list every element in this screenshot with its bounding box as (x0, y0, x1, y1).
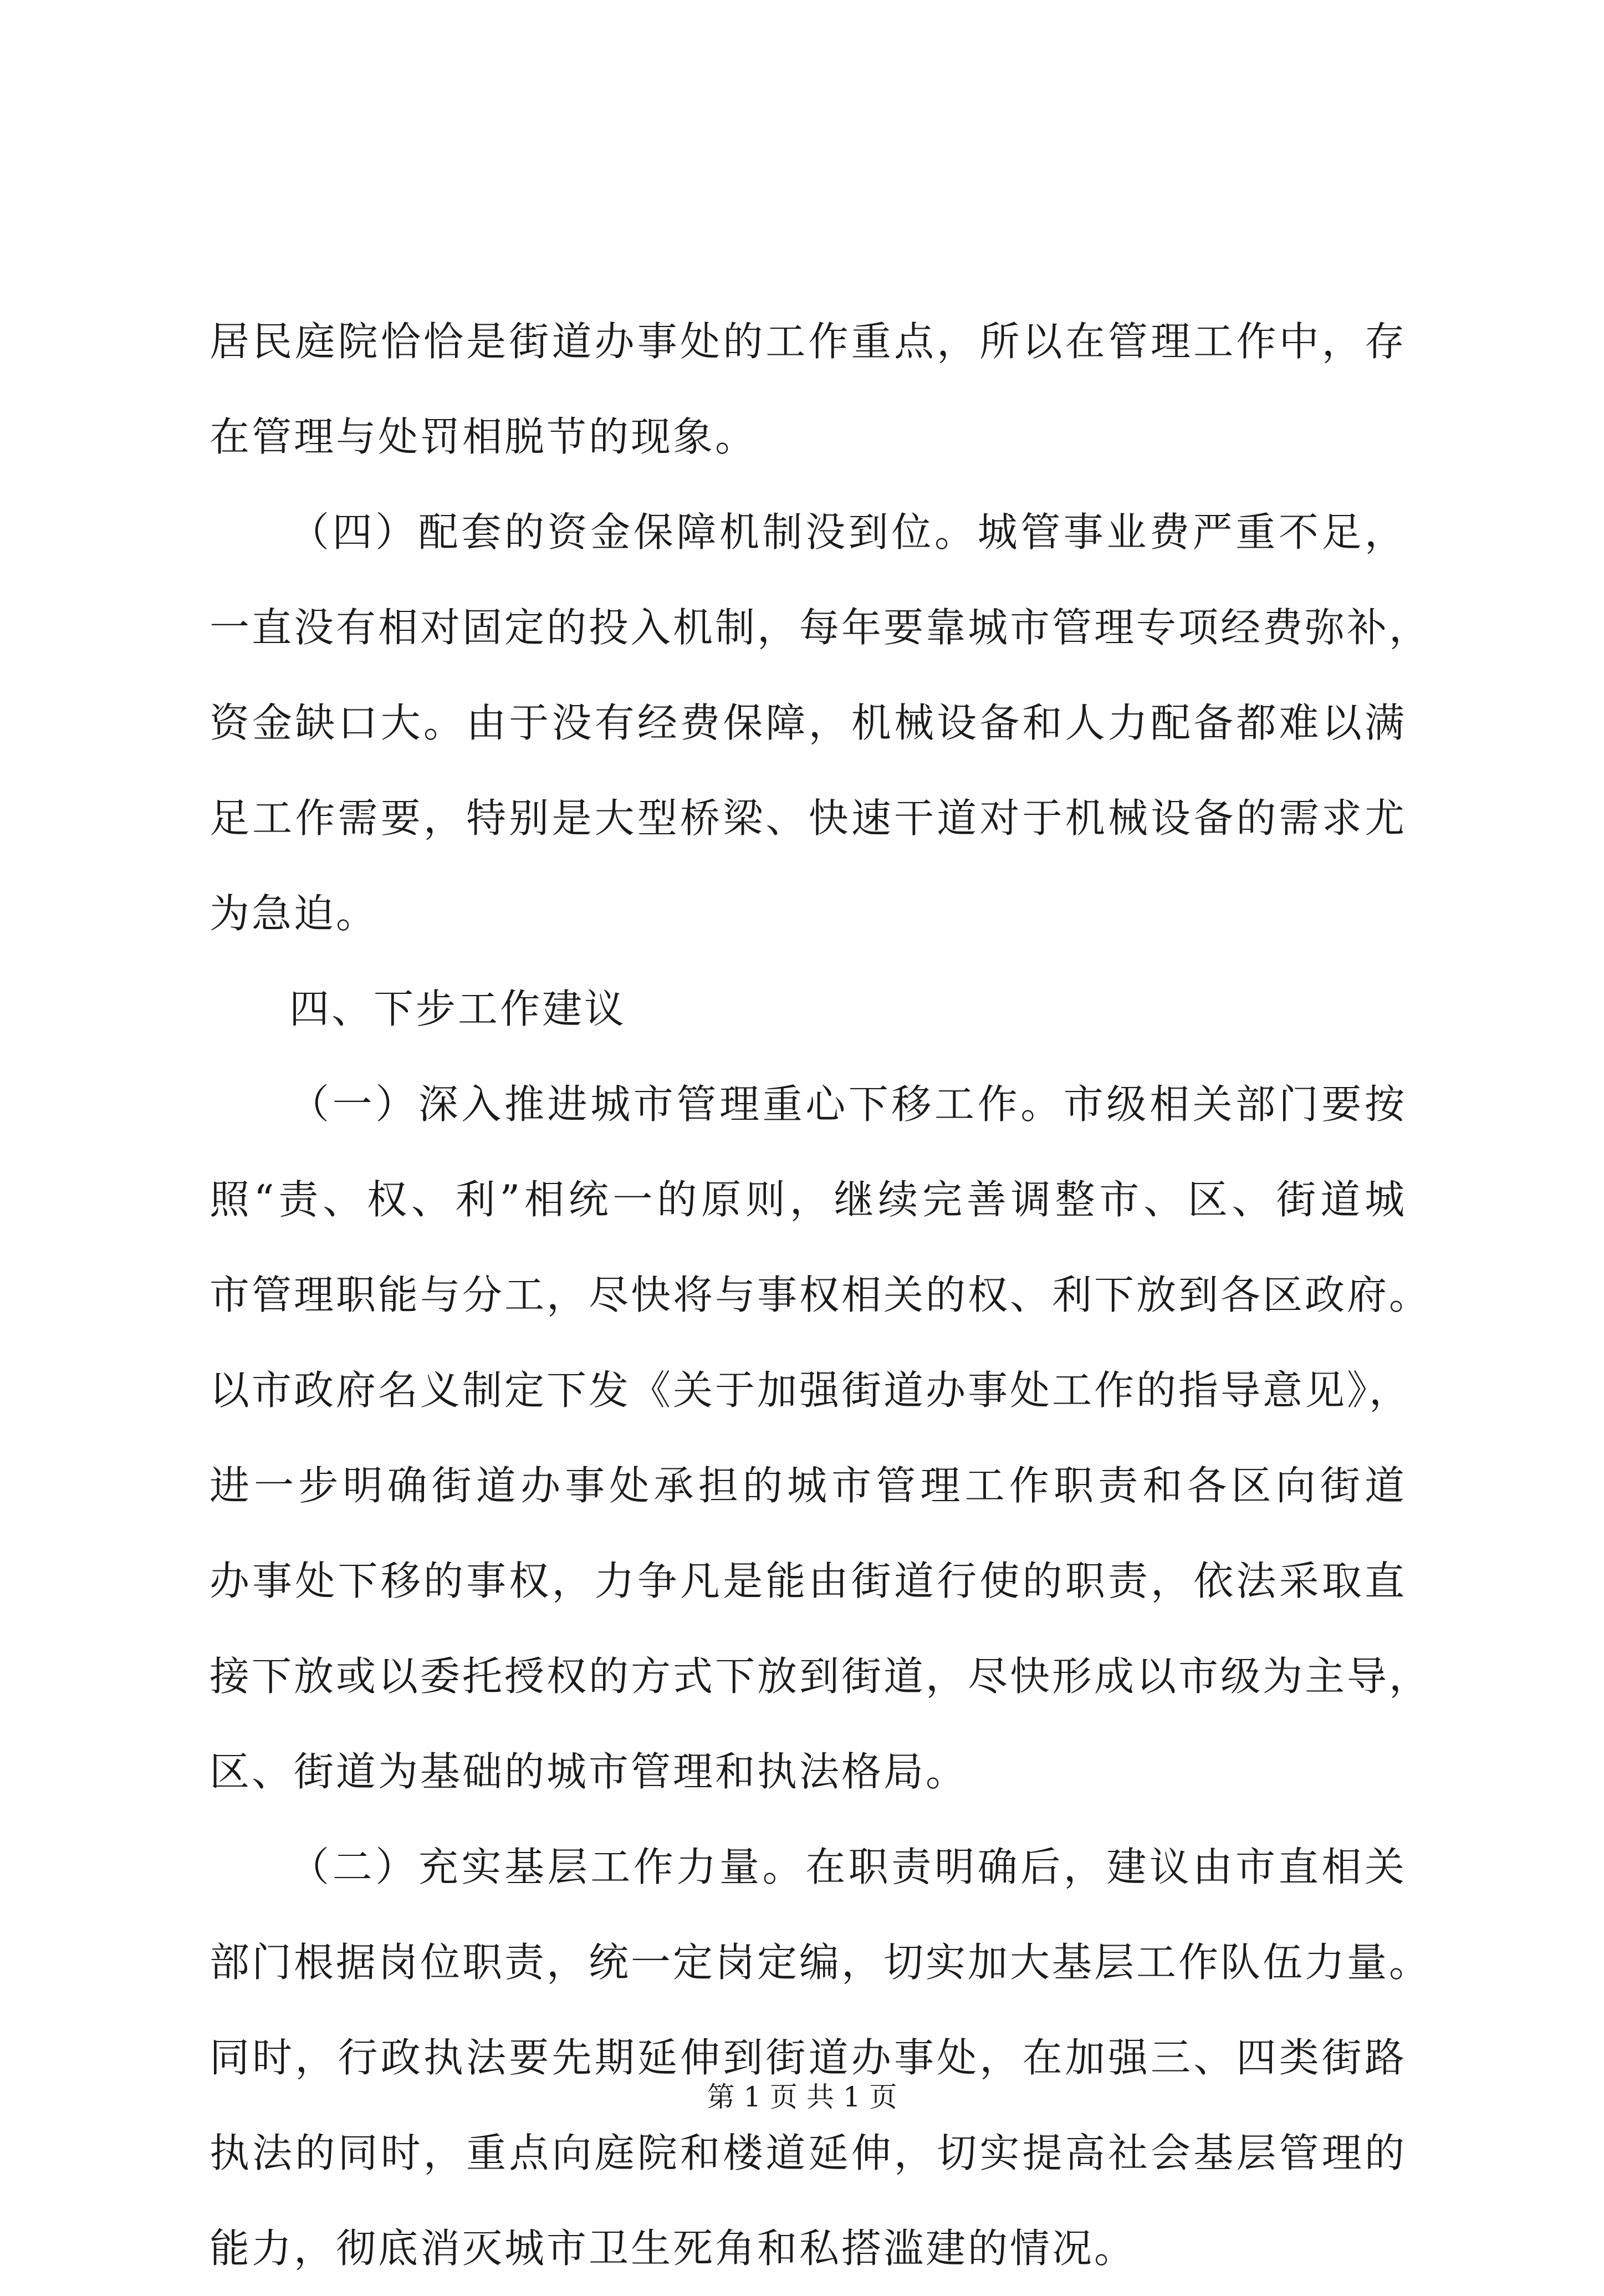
document-body (210, 294, 1432, 2296)
body-line: 以市政府名义制定下发《关于加强街道办事处工作的指导意见》， (210, 1367, 1412, 1414)
body-line: 足工作需要，特别是大型桥梁、快速干道对于机械设备的需求尤 (210, 795, 1407, 841)
body-line: 进一步明确街道办事处承担的城市管理工作职责和各区向街道 (210, 1462, 1407, 1509)
body-line: 市管理职能与分工，尽快将与事权相关的权、利下放到各区政府。 (210, 1272, 1432, 1318)
section-heading-1-line: （一）深入推进城市管理重心下移工作。市级相关部门要按 (289, 1081, 1407, 1127)
body-line: 居民庭院恰恰是街道办事处的工作重点，所以在管理工作中，存 (210, 318, 1407, 365)
section-title: 四、下步工作建议 (289, 986, 627, 1032)
body-line: 接下放或以委托授权的方式下放到街道，尽快形成以市级为主导， (210, 1653, 1432, 1700)
body-line: 资金缺口大。由于没有经费保障，机械设备和人力配备都难以满 (210, 700, 1407, 746)
body-line: 能力，彻底消灭城市卫生死角和私搭滥建的情况。 (210, 2225, 1137, 2272)
page-footer: 第 1 页 共 1 页 (707, 2081, 897, 2113)
section-heading-2-line: （二）充实基层工作力量。在职责明确后，建议由市直相关 (289, 1844, 1407, 1890)
body-line: 同时，行政执法要先期延伸到街道办事处，在加强三、四类街路 (210, 2034, 1407, 2081)
section-heading-4-line: （四）配套的资金保障机制没到位。城管事业费严重不足， (289, 509, 1407, 555)
body-line: 执法的同时，重点向庭院和楼道延伸，切实提高社会基层管理的 (210, 2130, 1407, 2176)
body-line: 部门根据岗位职责，统一定岗定编，切实加大基层工作队伍力量。 (210, 1939, 1432, 1986)
body-line: 为急迫。 (210, 890, 379, 937)
body-line: 照“责、权、利”相统一的原则，继续完善调整市、区、街道城 (210, 1176, 1407, 1223)
body-line: 区、街道为基础的城市管理和执法格局。 (210, 1748, 968, 1795)
body-line: 办事处下移的事权，力争凡是能由街道行使的职责，依法采取直 (210, 1558, 1407, 1604)
body-line: 在管理与处罚相脱节的现象。 (210, 414, 758, 460)
body-line: 一直没有相对固定的投入机制，每年要靠城市管理专项经费弥补， (210, 604, 1432, 651)
